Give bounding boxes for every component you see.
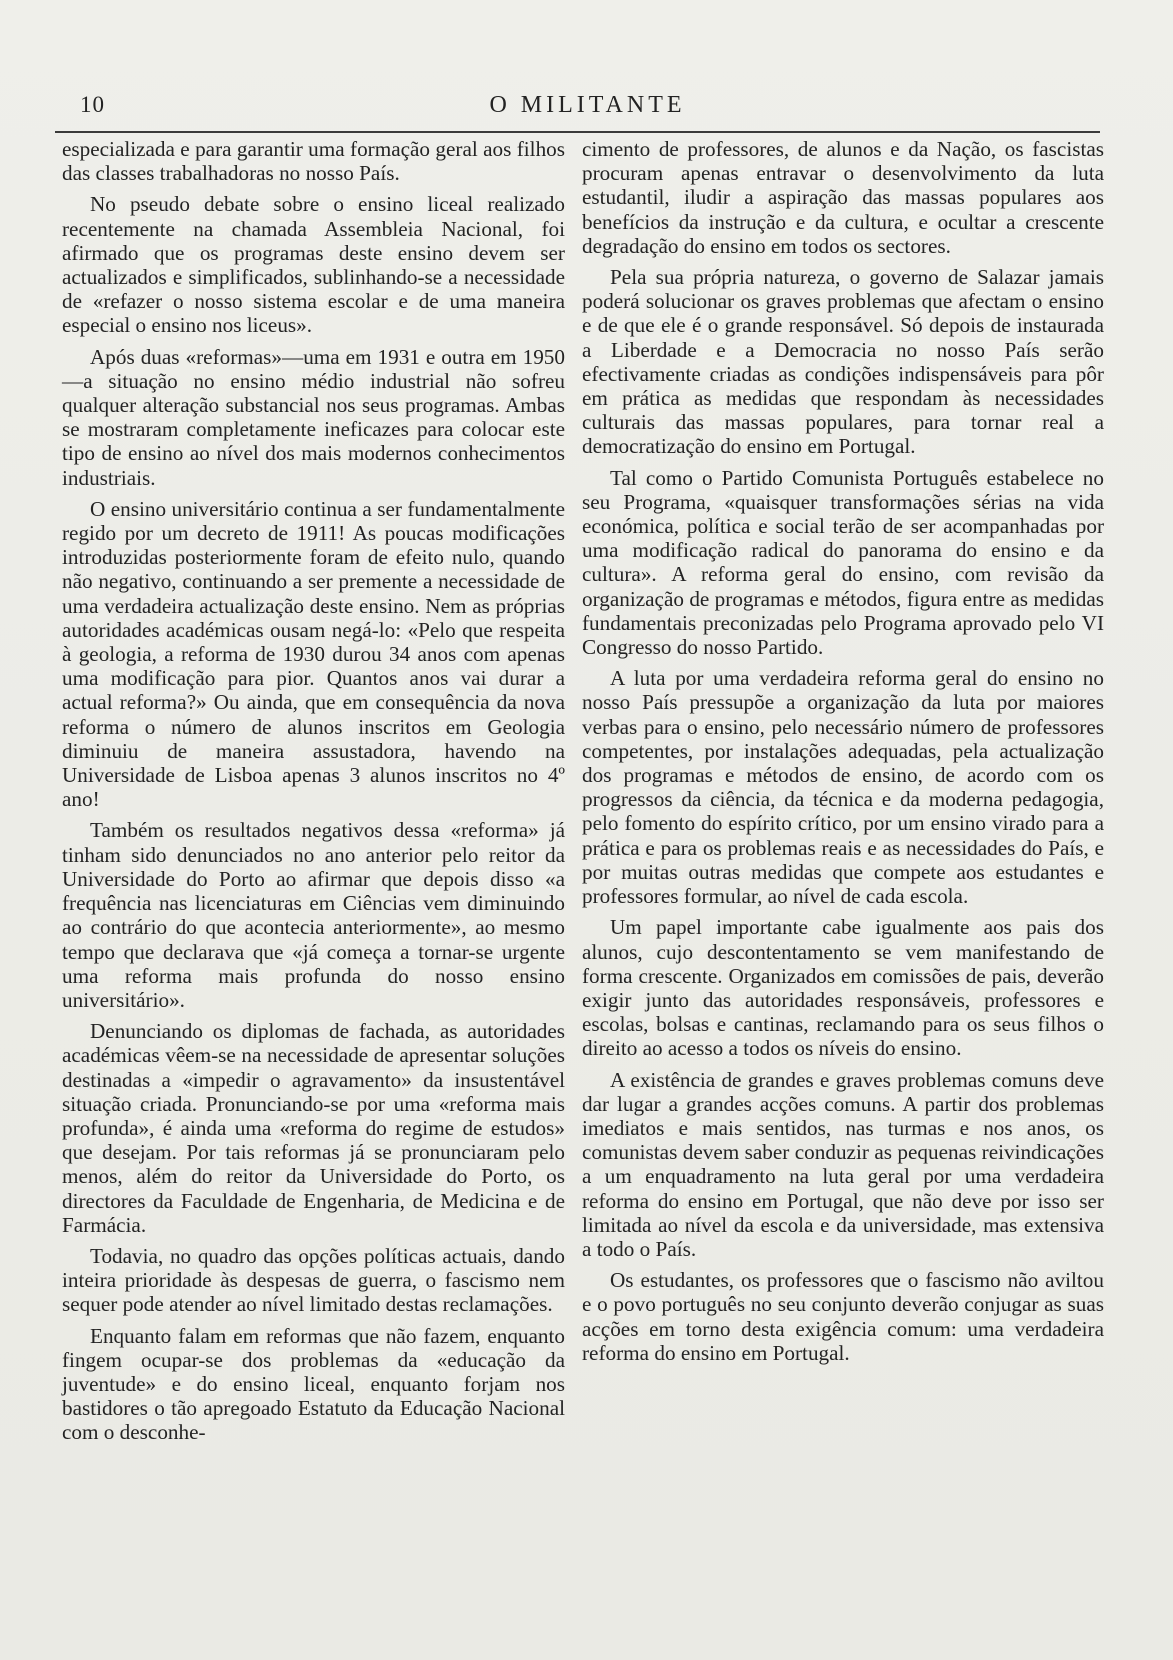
paragraph: Denunciando os diplomas de fachada, as autoridades académicas vêem-se na necessidade de apresentar soluções destinadas a «impedir o agravamento» da insustentável situação criada. Pronunciando-se por uma «reforma mais profunda», é ainda uma «reforma do regime de estudos» que desejam. Por tais reformas já se pronunciaram pelo menos, além do reitor da Universidade do Porto, os directores da Faculdade de Engenharia, de Medicina e de Farmácia. [62, 1019, 565, 1237]
paragraph: Enquanto falam em reformas que não fazem, enquanto fingem ocupar-se dos problemas da «educação da juventude» e do ensino liceal, enquanto forjam nos bastidores o tão apregoado Estatuto da Educação Nacional com o desconhe- [62, 1323, 565, 1445]
paragraph: Tal como o Partido Comunista Português estabelece no seu Programa, «quaisquer transformações sérias na vida económica, política e social terão de ser acompanhadas por uma modificação radical do panorama do ensino e da cultura». A reforma geral do ensino, com revisão da organização de programas e métodos, figura entre as medidas fundamentais preconizadas pelo Programa aprovado pelo VI Congresso do nosso Partido. [582, 465, 1104, 660]
paragraph: Pela sua própria natureza, o governo de Salazar jamais poderá solucionar os graves problemas que afectam o ensino e de que ele é o grande responsável. Só depois de instaurada a Liberdade e a Democracia no nosso País serão efectivamente criadas as condições indispensáveis para pôr em prática as medidas que respondam às necessidades culturais das massas populares, para tornar real a democratização do ensino em Portugal. [582, 265, 1104, 459]
paragraph: Os estudantes, os professores que o fascismo não aviltou e o povo português no seu conjunto deverão conjugar as suas acções em torno desta exigência comum: uma verdadeira reforma do ensino em Portugal. [582, 1268, 1104, 1365]
page-number: 10 [80, 92, 105, 117]
page-header [80, 92, 1095, 132]
paragraph: A existência de grandes e graves problemas comuns deve dar lugar a grandes acções comuns. A partir dos problemas imediatos e mais sentidos, nas turmas e nos anos, os comunistas devem saber conduzir as pequenas reivindicações a um enquadramento na luta geral por uma verdadeira reforma do ensino em Portugal, que não deve por isso ser limitada ao nível da escola e da universidade, mas extensiva a todo o País. [582, 1067, 1104, 1261]
paragraph: Também os resultados negativos dessa «reforma» já tinham sido denunciados no ano anterior pelo reitor da Universidade do Porto ao afirmar que depois disso «a frequência nas licenciaturas em Ciências vem diminuindo ao contrário do que acontecia anteriormente», ao mesmo tempo que declarava que «já começa a tornar-se urgente uma reforma mais profunda do nosso ensino universitário». [62, 818, 565, 1012]
paragraph: Após duas «reformas»—uma em 1931 e outra em 1950—a situação no ensino médio industrial não sofreu qualquer alteração substancial nos seus programas. Ambas se mostraram completamente ineficazes para colocar este tipo de ensino ao nível dos mais modernos conhecimentos industriais. [62, 344, 565, 490]
paragraph: Um papel importante cabe igualmente aos pais dos alunos, cujo descontentamento se vem manifestando de forma crescente. Organizados em comissões de pais, deverão exigir junto das autoridades responsáveis, professores e escolas, bolsas e cantinas, reclamando para os seus filhos o direito ao acesso a todos os níveis do ensino. [582, 915, 1104, 1061]
paragraph: especializada e para garantir uma formação geral aos filhos das classes trabalhadoras no nosso País. [62, 137, 565, 186]
paragraph: cimento de professores, de alunos e da Nação, os fascistas procuram apenas entravar o desenvolvimento da luta estudantil, iludir a aspiração das massas populares aos benefícios da instrução e da cultura, e ocultar a crescente degradação do ensino em todos os sectores. [582, 137, 1104, 258]
paragraph: O ensino universitário continua a ser fundamentalmente regido por um decreto de 1911! As poucas modificações introduzidas posteriormente foram de efeito nulo, quando não negativo, continuando a ser premente a necessidade de uma verdadeira actualização deste ensino. Nem as próprias autoridades académicas ousam negá-lo: «Pelo que respeita à geologia, a reforma de 1930 durou 34 anos com apenas uma modificação para pior. Quantos anos vai durar a actual reforma?» Ou ainda, que em consequência da nova reforma o número de alunos inscritos em Geologia diminuiu de maneira assustadora, havendo na Universidade de Lisboa apenas 3 alunos inscritos no 4º ano! [62, 496, 565, 812]
journal-title: O MILITANTE [489, 92, 686, 118]
right-column [582, 137, 1104, 1372]
paragraph: No pseudo debate sobre o ensino liceal realizado recentemente na chamada Assembleia Nacional, foi afirmado que os programas deste ensino devem ser actualizados e simplificados, sublinhando-se a necessidade de «refazer o nosso sistema escolar e de uma maneira especial o ensino nos liceus». [62, 192, 565, 338]
left-column [62, 137, 565, 1452]
header-rule [55, 131, 1100, 133]
paragraph: A luta por uma verdadeira reforma geral do ensino no nosso País pressupõe a organização da luta por maiores verbas para o ensino, pelo necessário número de professores competentes, por instalações adequadas, pela actualização dos programas e métodos de ensino, de acordo com os progressos da ciência, da técnica e da moderna pedagogia, pelo fomento do espírito crítico, por um ensino virado para a prática e para os problemas reais e as necessidades do País, e por muitas outras medidas que compete aos estudantes e professores formular, ao nível de cada escola. [582, 666, 1104, 909]
paragraph: Todavia, no quadro das opções políticas actuais, dando inteira prioridade às despesas de guerra, o fascismo nem sequer pode atender ao nível limitado destas reclamações. [62, 1243, 565, 1317]
